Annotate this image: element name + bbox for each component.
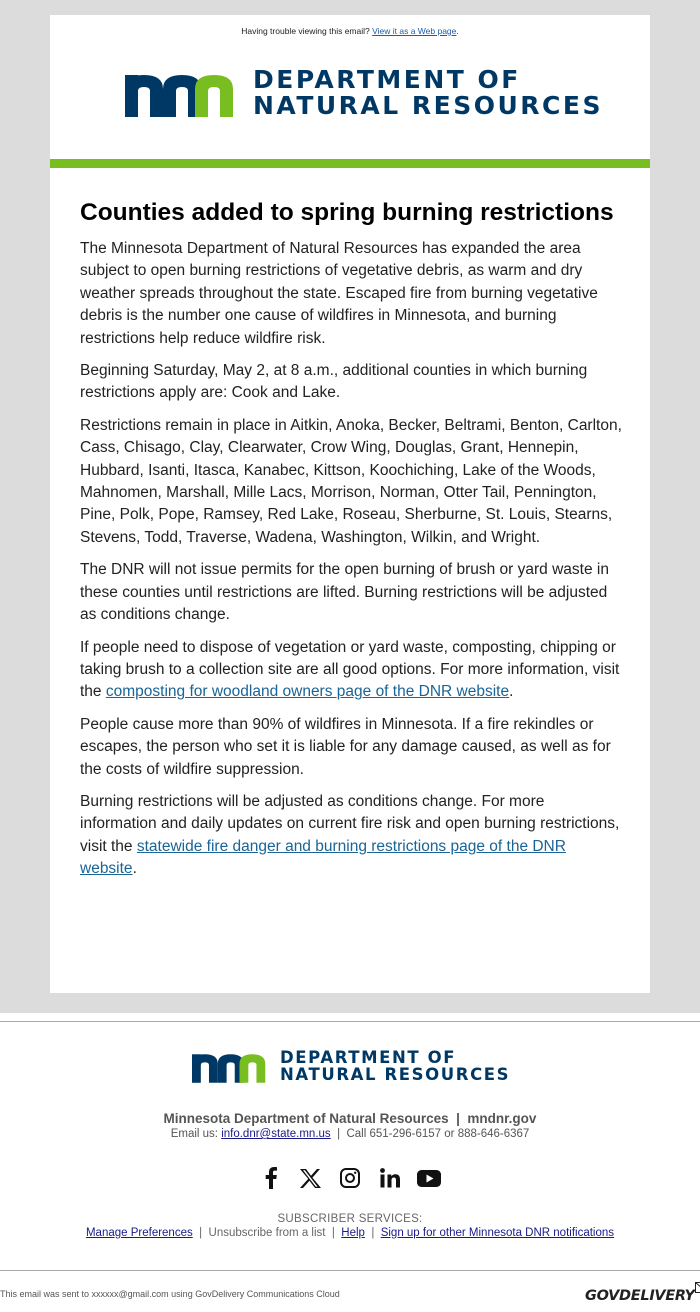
footer-logo-line-1: DEPARTMENT OF bbox=[280, 1048, 457, 1067]
email-link[interactable]: info.dnr@state.mn.us bbox=[221, 1128, 331, 1140]
paragraph-5 bbox=[80, 637, 625, 704]
footer-org-line bbox=[0, 1111, 700, 1126]
footer-contact-line bbox=[0, 1128, 700, 1140]
mn-logo-mark-icon bbox=[125, 69, 237, 117]
paragraph-2: Beginning Saturday, May 2, at 8 a.m., additional counties in which burning restrictions apply are: Cook and Lake. bbox=[80, 362, 588, 402]
govdelivery-text: GOVDELIVERY bbox=[585, 1288, 695, 1304]
paragraph-6: People cause more than 90% of wildfires in Minnesota. If a fire rekindles or escapes, the person who set it is liable for any damage caused, as well as for the costs of wildfire suppression. bbox=[80, 715, 611, 778]
bottom-divider bbox=[0, 1270, 700, 1271]
paragraph-4: The DNR will not issue permits for the open burning of brush or yard waste in these counties until restrictions are lifted. Burning restrictions will be adjusted as conditions change. bbox=[80, 561, 609, 624]
help-link[interactable]: Help bbox=[341, 1227, 365, 1239]
footer-dnr-logo[interactable] bbox=[192, 1050, 510, 1084]
dnr-logo[interactable] bbox=[125, 67, 603, 118]
manage-preferences-link[interactable]: Manage Preferences bbox=[85, 1227, 193, 1239]
preheader-end: . bbox=[456, 26, 459, 36]
preheader-text: Having trouble viewing this email? bbox=[241, 26, 370, 36]
paragraph-7-end: . bbox=[132, 860, 137, 878]
x-icon[interactable] bbox=[298, 1165, 324, 1191]
paragraph-3: Restrictions remain in place in Aitkin, Anoka, Becker, Beltrami, Benton, Carlton, Cass, Chisago, Clay, Clearwater, Crow Wing, Douglas, Grant, Hennepin, Hubbard, Isanti, Itasca, Kanabec, Kittson, Koochiching, Lake of the Woods, Mahnomen, Marshall, Mille Lacs, Morrison, Norman, Otter Tail, Pennington, Pine, Polk, Pope, Ramsey, Red Lake, Roseau, Sherburne, St. Louis, Stearns, Stevens, Todd, Traverse, Wadena, Washington, Wilkin, and Wright. bbox=[80, 416, 622, 546]
view-web-page-link[interactable]: View it as a Web page bbox=[372, 26, 457, 36]
article-body bbox=[80, 199, 625, 891]
phone-text: Call 651-296-6157 or 888-646-6367 bbox=[346, 1128, 530, 1140]
footer-mn-logo-mark-icon bbox=[192, 1050, 268, 1083]
footer-logo-text bbox=[280, 1050, 510, 1084]
logo-line-1: DEPARTMENT OF bbox=[253, 65, 521, 94]
email-label: Email us: bbox=[170, 1128, 218, 1140]
paragraph-7-text: Burning restrictions will be adjusted as conditions change. For more information and daily updates on current fire risk and open burning restrictions, visit the bbox=[80, 792, 620, 855]
green-divider-bar bbox=[50, 159, 650, 168]
subs-separator-3: | bbox=[371, 1227, 375, 1239]
facebook-icon[interactable] bbox=[258, 1165, 284, 1191]
paragraph-7 bbox=[80, 791, 625, 881]
footer-separator: | bbox=[456, 1111, 460, 1126]
envelope-icon bbox=[695, 1282, 700, 1293]
instagram-icon[interactable] bbox=[337, 1165, 363, 1191]
linkedin-icon[interactable] bbox=[377, 1165, 403, 1191]
subs-separator-2: | bbox=[331, 1227, 335, 1239]
article-title: Counties added to spring burning restrictions bbox=[80, 199, 614, 226]
composting-link[interactable]: composting for woodland owners page of the DNR website bbox=[105, 683, 510, 701]
footer-org-name: Minnesota Department of Natural Resources bbox=[163, 1111, 449, 1126]
signup-link[interactable]: Sign up for other Minnesota DNR notifications bbox=[380, 1227, 615, 1239]
logo-line-2: NATURAL RESOURCES bbox=[253, 90, 603, 120]
dnr-logo-text bbox=[253, 67, 603, 118]
govdelivery-logo[interactable] bbox=[585, 1282, 700, 1304]
subscriber-links bbox=[0, 1227, 700, 1239]
paragraph-5-text: If people need to dispose of vegetation or yard waste, composting, chipping or taking brush to a collection site are all good options. For more information, visit the bbox=[80, 638, 620, 701]
paragraph-1: The Minnesota Department of Natural Resources has expanded the area subject to open burning restrictions of vegetative debris, as warm and dry weather spreads throughout the state. Escaped fire from burning vegetative debris is the number one cause of wildfires in Minnesota, and burning restrictions help reduce wildfire risk. bbox=[80, 240, 598, 347]
contact-separator: | bbox=[337, 1128, 341, 1140]
fire-danger-link[interactable]: statewide fire danger and burning restrictions page of the DNR website bbox=[80, 837, 566, 878]
subs-separator-1: | bbox=[199, 1227, 203, 1239]
email-card bbox=[50, 15, 650, 993]
footer-logo-line-2: NATURAL RESOURCES bbox=[280, 1064, 511, 1084]
youtube-icon[interactable] bbox=[416, 1165, 442, 1191]
unsubscribe-link[interactable]: Unsubscribe from a list bbox=[208, 1227, 326, 1239]
footer-divider bbox=[0, 1021, 700, 1022]
paragraph-5-end: . bbox=[509, 683, 514, 701]
footer-site: mndnr.gov bbox=[467, 1111, 537, 1126]
social-icons bbox=[258, 1165, 442, 1191]
subscriber-services-title: SUBSCRIBER SERVICES: bbox=[277, 1213, 423, 1225]
preheader bbox=[50, 26, 650, 36]
sent-to-text: This email was sent to xxxxxx@gmail.com using GovDelivery Communications Cloud bbox=[0, 1289, 340, 1299]
